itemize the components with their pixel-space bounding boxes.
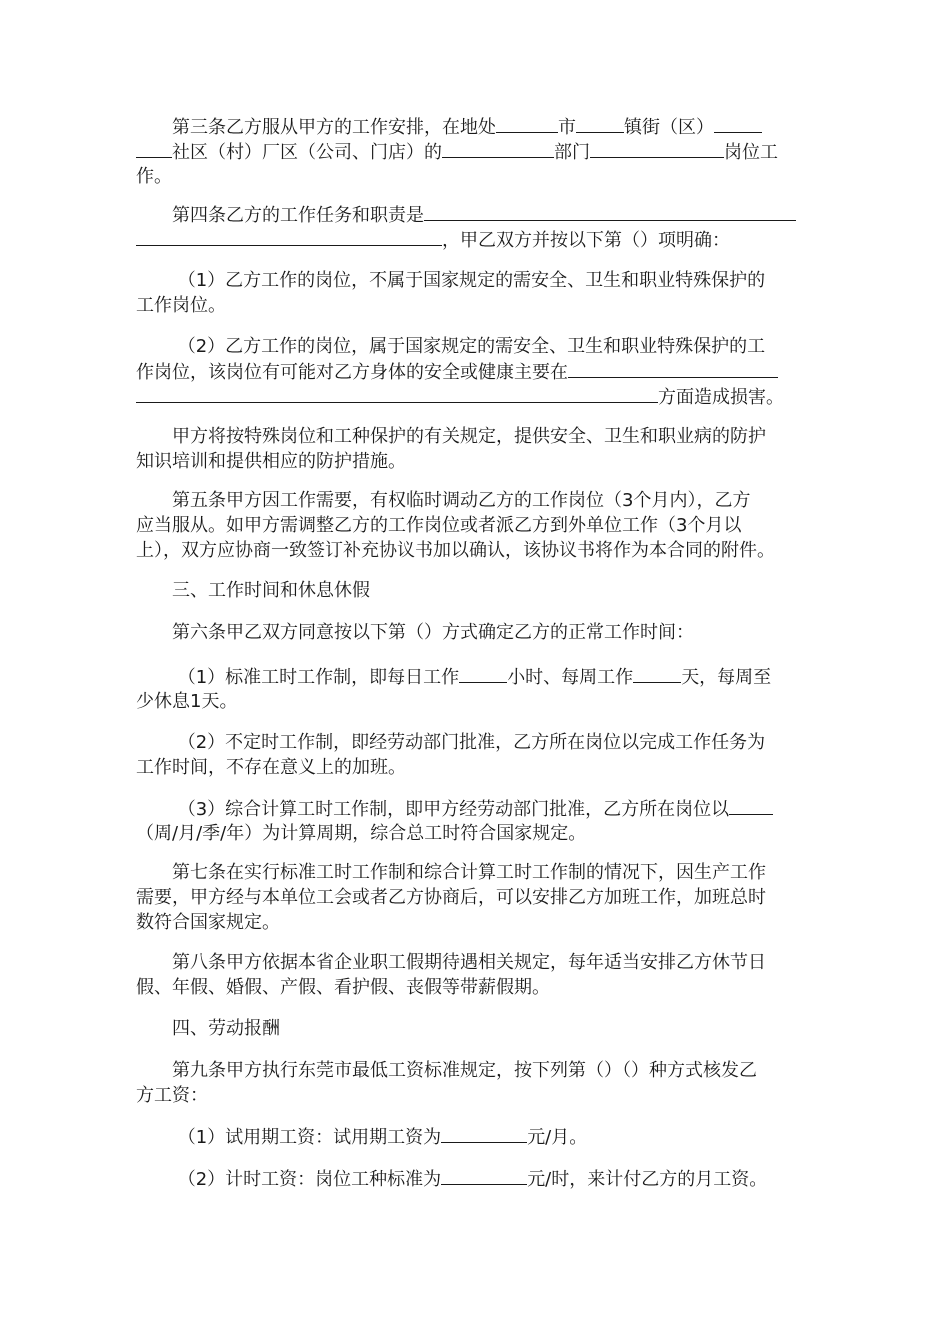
text-line	[136, 513, 818, 538]
text-segment: 市	[558, 117, 576, 138]
text-line	[136, 1166, 818, 1191]
text-segment: 工作岗位。	[136, 295, 226, 316]
fill-in-blank[interactable]	[459, 664, 507, 683]
fill-in-blank[interactable]	[714, 114, 762, 133]
paragraph-art6-2	[136, 730, 818, 780]
text-segment: 部门	[554, 142, 590, 163]
paragraph-art9-2	[136, 1166, 818, 1191]
text-segment: 工作时间，不存在意义上的加班。	[136, 757, 406, 778]
paragraph-art7	[136, 860, 818, 935]
text-line	[136, 1016, 818, 1041]
text-segment: 方工资：	[136, 1085, 208, 1106]
text-segment: ，甲乙双方并按以下第（）项明确：	[442, 230, 730, 251]
text-segment: 作。	[136, 166, 172, 187]
text-line	[136, 359, 818, 384]
paragraph-art8	[136, 950, 818, 1000]
text-segment: 甲方将按特殊岗位和工种保护的有关规定，提供安全、卫生和职业病的防护	[136, 426, 766, 447]
text-line	[136, 114, 818, 139]
paragraph-art3	[136, 114, 818, 189]
paragraph-art6-1	[136, 664, 818, 714]
text-line	[136, 975, 818, 1000]
text-line	[136, 620, 818, 645]
text-segment: 第七条在实行标准工时工作制和综合计算工时工作制的情况下，因生产工作	[136, 862, 766, 883]
fill-in-blank[interactable]	[136, 139, 172, 158]
text-segment: 第四条乙方的工作任务和职责是	[136, 205, 424, 226]
fill-in-blank[interactable]	[496, 114, 558, 133]
text-segment: 天，每周至	[681, 667, 772, 688]
text-segment: 第八条甲方依据本省企业职工假期待遇相关规定，每年适当安排乙方休节日	[136, 952, 766, 973]
text-line	[136, 885, 818, 910]
text-segment: （2）乙方工作的岗位，属于国家规定的需安全、卫生和职业特殊保护的工	[136, 336, 766, 357]
paragraph-art6	[136, 620, 818, 645]
text-line	[136, 821, 818, 846]
text-line	[136, 910, 818, 935]
text-segment: （1）乙方工作的岗位，不属于国家规定的需安全、卫生和职业特殊保护的	[136, 270, 766, 291]
text-segment: 上），双方应协商一致签订补充协议书加以确认，该协议书将作为本合同的附件。	[136, 540, 775, 561]
text-segment: 知识培训和提供相应的防护措施。	[136, 451, 406, 472]
text-line	[136, 755, 818, 780]
text-segment: （1）标准工时工作制，即每日工作	[136, 667, 460, 688]
text-line	[136, 139, 818, 164]
paragraph-sec4	[136, 1016, 818, 1041]
text-segment: 数符合国家规定。	[136, 912, 280, 933]
text-segment: 镇街（区）	[624, 117, 714, 138]
text-segment: 第六条甲乙双方同意按以下第（）方式确定乙方的正常工作时间：	[136, 622, 694, 643]
paragraph-art4-1	[136, 268, 818, 318]
text-line	[136, 449, 818, 474]
text-line	[136, 538, 818, 563]
text-line	[136, 730, 818, 755]
text-segment: 岗位工	[724, 142, 778, 163]
paragraph-art4-3	[136, 424, 818, 474]
fill-in-blank[interactable]	[136, 384, 658, 403]
text-line	[136, 424, 818, 449]
fill-in-blank[interactable]	[568, 359, 778, 378]
text-segment: 作岗位，该岗位有可能对乙方身体的安全或健康主要在	[136, 362, 568, 383]
text-line	[136, 664, 818, 689]
text-segment: 社区（村）厂区（公司、门店）的	[172, 142, 442, 163]
text-segment: 需要，甲方经与本单位工会或者乙方协商后，可以安排乙方加班工作，加班总时	[136, 887, 766, 908]
text-line	[136, 1124, 818, 1149]
text-segment: 第五条甲方因工作需要，有权临时调动乙方的工作岗位（3个月内），乙方	[136, 490, 751, 511]
text-segment: 元/时，来计付乙方的月工资。	[527, 1169, 768, 1190]
text-line	[136, 796, 818, 821]
paragraph-art9	[136, 1058, 818, 1108]
paragraph-sec3	[136, 578, 818, 603]
paragraph-art9-1	[136, 1124, 818, 1149]
text-line	[136, 202, 818, 227]
paragraph-art4	[136, 202, 818, 252]
fill-in-blank[interactable]	[424, 202, 796, 221]
text-line	[136, 227, 818, 252]
text-segment: 第九条甲方执行东莞市最低工资标准规定，按下列第（）（）种方式核发乙	[136, 1060, 757, 1081]
text-segment: 四、劳动报酬	[136, 1018, 280, 1039]
text-line	[136, 860, 818, 885]
text-line	[136, 578, 818, 603]
text-line	[136, 334, 818, 359]
text-segment: 方面造成损害。	[658, 387, 784, 408]
text-line	[136, 689, 818, 714]
text-line	[136, 488, 818, 513]
fill-in-blank[interactable]	[590, 139, 724, 158]
fill-in-blank[interactable]	[633, 664, 681, 683]
text-line	[136, 1083, 818, 1108]
text-segment: （2）不定时工作制，即经劳动部门批准，乙方所在岗位以完成工作任务为	[136, 732, 766, 753]
paragraph-art6-3	[136, 796, 818, 846]
text-segment: （1）试用期工资：试用期工资为	[136, 1127, 442, 1148]
fill-in-blank[interactable]	[442, 139, 554, 158]
text-segment: （3）综合计算工时工作制，即甲方经劳动部门批准，乙方所在岗位以	[136, 799, 730, 820]
text-line	[136, 268, 818, 293]
text-segment: （周/月/季/年）为计算周期，综合总工时符合国家规定。	[136, 823, 587, 844]
text-segment: （2）计时工资：岗位工种标准为	[136, 1169, 442, 1190]
paragraph-art4-2	[136, 334, 818, 409]
text-line	[136, 293, 818, 318]
text-segment: 少休息1天。	[136, 691, 238, 712]
text-line	[136, 164, 818, 189]
fill-in-blank[interactable]	[441, 1166, 527, 1185]
text-segment: 元/月。	[527, 1127, 588, 1148]
fill-in-blank[interactable]	[576, 114, 624, 133]
text-segment: 第三条乙方服从甲方的工作安排，在地处	[136, 117, 496, 138]
text-segment: 小时、每周工作	[507, 667, 634, 688]
fill-in-blank[interactable]	[729, 796, 773, 815]
fill-in-blank[interactable]	[441, 1124, 527, 1143]
paragraph-art5	[136, 488, 818, 563]
text-segment: 应当服从。如甲方需调整乙方的工作岗位或者派乙方到外单位工作（3个月以	[136, 515, 742, 536]
text-line	[136, 384, 818, 409]
text-line	[136, 950, 818, 975]
text-line	[136, 1058, 818, 1083]
text-segment: 三、工作时间和休息休假	[136, 580, 370, 601]
text-segment: 假、年假、婚假、产假、看护假、丧假等带薪假期。	[136, 977, 550, 998]
fill-in-blank[interactable]	[136, 227, 442, 246]
